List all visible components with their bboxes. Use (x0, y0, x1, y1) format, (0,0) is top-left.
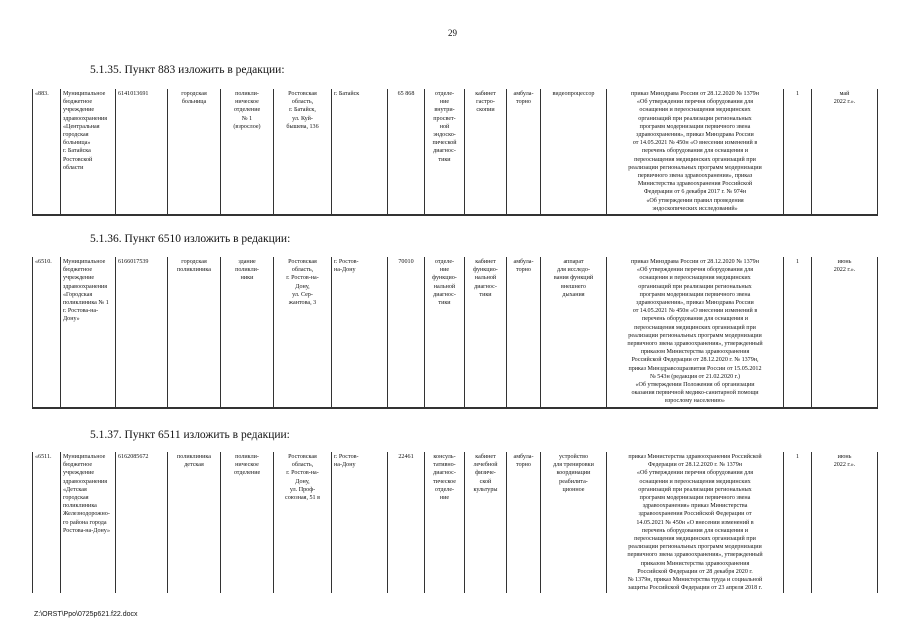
legal-basis-cell: приказ Министерства здравоохранения Российской Федерации от 28.12.2020 г. № 1379н «Об утверждении перечня оборудования для оснащения и переоснащения медицинских организаций при реализации региональных программ модернизации первичного звена здравоохранения» приказ Министерства здравоохранения Российской Федерации от 14.05.2021 № 450н «О внесении изменений в перечень оборудования для оснащения и переоснащения медицинских организаций при реализации региональных программ модернизации первичного звена здравоохранения», утвержденный приказом Министерства здравоохранения Российской Федерации от 28 декабря 2020 г. № 1379н, приказ Министерства труда и социальной защиты Российской Федерации от 23 апреля 2018 г. (607, 452, 784, 593)
date-cell: май 2022 г.». (812, 89, 878, 215)
table-row (33, 257, 878, 407)
date-cell: июнь 2022 г.». (812, 452, 878, 593)
city-cell: г. Ростов- на-Дону (332, 257, 388, 407)
equipment-cell: аппарат для исследо- вания функций внешнего дыхания (541, 257, 607, 407)
org-type-cell: поликлиника детская (168, 452, 221, 593)
legal-basis-cell: приказ Минздрава России от 28.12.2020 № 1379н «Об утверждении перечня оборудования для оснащения и переоснащения медицинских организаций при реализации региональных программ модернизации первичного звена здравоохранения», приказ Минздрава России от 14.05.2021 № 450н «О внесении изменений в перечень оборудования для оснащения и переоснащения медицинских организаций при реализации региональных программ модернизации первичного звена здравоохранения», приказ Министерства здравоохранения Российской Федерации от 6 декабря 2017 г. № 974н «Об утверждении правил проведения эндоскопических исследований» (607, 89, 784, 215)
item-number-cell: «6510. (33, 257, 61, 407)
code-cell: 65 868 (388, 89, 425, 215)
quantity-cell: 1 (784, 89, 812, 215)
item-number-cell: «883. (33, 89, 61, 215)
inn-cell: 6166017539 (116, 257, 168, 407)
address-cell: Ростовская область, г. Ростов-на- Дону, ул. Проф- союзная, 51 в (274, 452, 332, 593)
quantity-cell: 1 (784, 257, 812, 407)
section-heading: 5.1.37. Пункт 6511 изложить в редакции: (90, 429, 290, 441)
address-cell: Ростовская область, г. Ростов-на- Дону, ул. Сер- жантова, 3 (274, 257, 332, 407)
equipment-cell: устройство для тренировки координации реабилита- ционное (541, 452, 607, 593)
amendment-table (32, 452, 878, 593)
city-cell: г. Батайск (332, 89, 388, 215)
address-cell: Ростовская область, г. Батайск, ул. Куй- бышева, 136 (274, 89, 332, 215)
table-row (33, 89, 878, 215)
care-condition-cell: амбула- торно (507, 89, 541, 215)
care-condition-cell: амбула- торно (507, 452, 541, 593)
inn-cell: 6141013691 (116, 89, 168, 215)
care-condition-cell: амбула- торно (507, 257, 541, 407)
subdivision-cell: поликли- ническое отделение (221, 452, 274, 593)
equipment-cell: видеопроцессор (541, 89, 607, 215)
room-cell: кабинет гастро- скопии (465, 89, 507, 215)
table-bottom-border (33, 407, 878, 408)
code-cell: 22461 (388, 452, 425, 593)
room-cell: кабинет функцио- нальной диагнос- тики (465, 257, 507, 407)
department-cell: консуль- тативно- диагнос- тическое отделе- ние (425, 452, 465, 593)
file-path-footer: Z:\ORST\Ppo\0725p621.f22.docx (34, 611, 138, 618)
amendment-table (32, 257, 878, 409)
section-heading: 5.1.36. Пункт 6510 изложить в редакции: (90, 233, 291, 245)
organization-cell: Муниципальное бюджетное учреждение здравоохранения «Городская поликлиника № 1 г. Ростова-на- Дону» (61, 257, 116, 407)
item-number-cell: «6511. (33, 452, 61, 593)
date-cell: июнь 2022 г.». (812, 257, 878, 407)
org-type-cell: городская больница (168, 89, 221, 215)
city-cell: г. Ростов- на-Дону (332, 452, 388, 593)
code-cell: 70010 (388, 257, 425, 407)
department-cell: отделе- ние внутри- просвет- ной эндоско- пической диагнос- тики (425, 89, 465, 215)
legal-basis-cell: приказ Минздрава России от 28.12.2020 № 1379н «Об утверждении перечня оборудования для оснащения и переоснащения медицинских организаций при реализации региональных программ модернизации первичного звена здравоохранения», приказ Минздрава России от 14.05.2021 № 450н «О внесении изменений в перечень оборудования для оснащения и переоснащения медицинских организаций при реализации региональных программ модернизации первичного звена здравоохранения», утвержденный приказом Министерства здравоохранения Российской Федерации от 28.12.2020 г. № 1379н, приказ Минздравсоцразвития России от 15.05.2012 № 543н (редакция от 21.02.2020 г.) «Об утверждении Положения об организации оказания первичной медико-санитарной помощи взрослому населению» (607, 257, 784, 407)
quantity-cell: 1 (784, 452, 812, 593)
table-row (33, 452, 878, 593)
table-bottom-border (33, 215, 878, 216)
inn-cell: 6162085672 (116, 452, 168, 593)
amendment-table (32, 89, 878, 216)
department-cell: отделе- ние функцио- нальной диагнос- тики (425, 257, 465, 407)
subdivision-cell: поликли- ническое отделение № 1 (взрослое) (221, 89, 274, 215)
section-heading: 5.1.35. Пункт 883 изложить в редакции: (90, 64, 285, 76)
organization-cell: Муниципальное бюджетное учреждение здравоохранения «Детская городская поликлиника Железнодорожно- го района города Ростова-на-Дону» (61, 452, 116, 593)
room-cell: кабинет лечебной физиче- ской культуры (465, 452, 507, 593)
subdivision-cell: здание поликли- ники (221, 257, 274, 407)
page-number: 29 (448, 28, 457, 38)
org-type-cell: городская поликлиника (168, 257, 221, 407)
organization-cell: Муниципальное бюджетное учреждение здравоохранения «Центральная городская больница» г. Батайска Ростовской области (61, 89, 116, 215)
